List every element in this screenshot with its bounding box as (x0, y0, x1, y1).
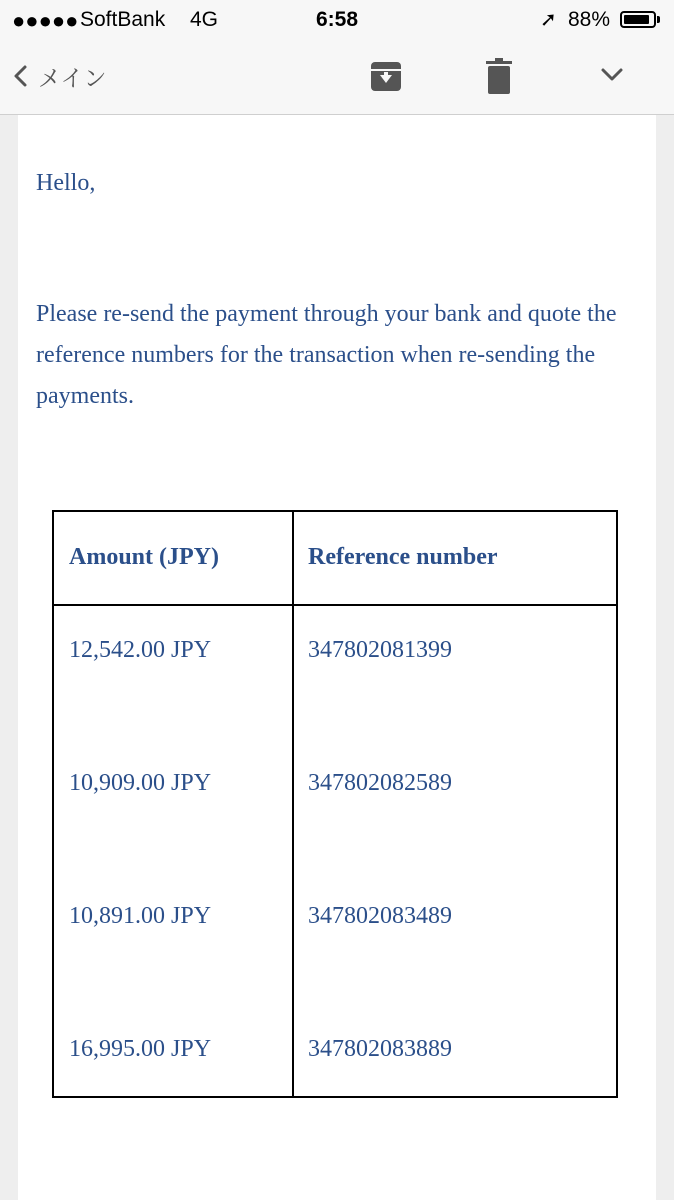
battery-level-fill (624, 15, 649, 24)
trash-icon[interactable] (486, 58, 512, 94)
location-arrow-icon: ➚ (540, 9, 557, 31)
clock: 6:58 (315, 8, 359, 31)
table-column-divider (292, 512, 294, 1096)
archive-icon[interactable] (370, 60, 402, 92)
carrier-name: SoftBank (80, 8, 166, 31)
back-button[interactable] (12, 58, 107, 94)
table-header-amount: Amount (JPY) (69, 544, 219, 570)
chevron-down-icon[interactable] (600, 67, 624, 83)
table-cell-amount: 16,995.00 JPY (69, 1036, 212, 1062)
back-label: メイン (38, 65, 107, 92)
table-cell-reference: 347802083889 (308, 1036, 452, 1062)
table-cell-reference: 347802083489 (308, 903, 452, 929)
network-type: 4G (190, 8, 219, 31)
table-header-reference: Reference number (308, 544, 498, 570)
email-paragraph: Please re-send the payment through your bank and quote the reference numbers for the transaction when re-sending the payments. (36, 301, 617, 409)
battery-tip (657, 16, 660, 23)
table-cell-reference: 347802081399 (308, 637, 452, 663)
table-cell-reference: 347802082589 (308, 770, 452, 796)
table-header-divider (54, 604, 616, 606)
battery-icon (620, 11, 656, 28)
payment-reference-table (52, 510, 618, 1098)
table-cell-amount: 10,891.00 JPY (69, 903, 212, 929)
status-bar (0, 0, 674, 40)
battery-percentage: 88% (568, 8, 611, 31)
table-cell-amount: 12,542.00 JPY (69, 637, 212, 663)
mail-toolbar (0, 40, 674, 115)
chevron-left-icon (12, 64, 30, 88)
signal-strength-icon: ●●●●● (12, 8, 79, 33)
table-cell-amount: 10,909.00 JPY (69, 770, 212, 796)
email-greeting: Hello, (36, 170, 96, 196)
